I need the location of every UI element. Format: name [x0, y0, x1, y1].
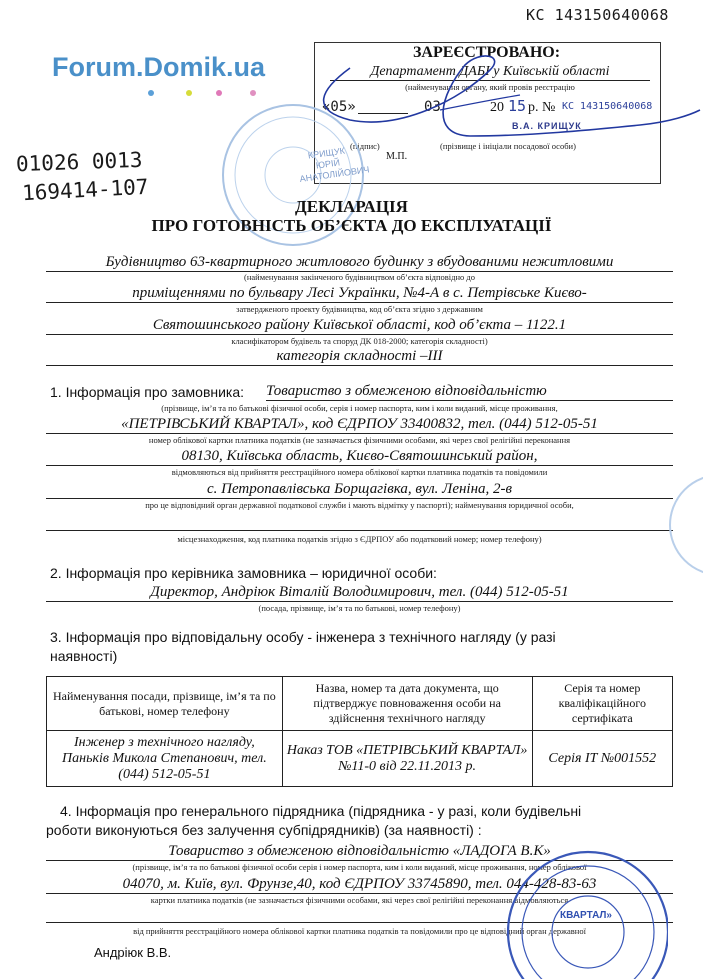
stamp-month: 03	[424, 99, 441, 115]
stamp-signature-caption: (підпис)	[350, 141, 380, 151]
section1-caption5: місцезнаходження, код платника податків згідно з ЄДРПОУ або податковий номер; номер телефону)	[177, 534, 542, 544]
partial-edge-stamp	[660, 470, 703, 580]
table-cell-engineer: Інженер з технічного нагляду, Паньків Микола Степанович, тел. (044) 512-05-51	[47, 731, 283, 787]
section1-caption3: відмовляються від прийняття реєстраційного номера облікової картки платника податків та повідомили	[171, 467, 548, 477]
table-cell-certificate: Серія ІТ №001552	[532, 731, 672, 787]
stamp-department: Департамент ДАБІ у Київській області	[330, 64, 650, 81]
object-name-line3: Святошинського району Київської області, код об’єкта – 1122.1	[46, 317, 673, 335]
stamp-mp: М.П.	[386, 151, 408, 162]
section2-label: 2. Інформація про керівника замовника – юридичної особи:	[50, 565, 437, 581]
watermark-brand: Forum.Domik.ua	[52, 52, 266, 82]
section3-label-line2: наявності)	[50, 648, 118, 664]
section4-label-line2: роботи виконуються без залучення субпідрядників) (за наявності) :	[46, 822, 482, 838]
watermark-dot-pink2	[250, 90, 256, 96]
watermark-dot-pink	[216, 90, 222, 96]
watermark-dot-blue	[148, 90, 154, 96]
handwritten-left-line2: 169414-107	[21, 174, 149, 206]
section1-blank-line	[46, 530, 673, 531]
stamp-year: 15	[508, 97, 527, 115]
section2-caption: (посада, прізвище, ім’я та по батькові, номер телефону)	[258, 603, 461, 613]
section4-caption2: картки платника податків (не зазначається фізичними особами, які через свої релігійні переконання відмовляються	[150, 895, 569, 905]
section4-value1: Товариство з обмеженою відповідальністю «ЛАДОГА В.К»	[46, 843, 673, 861]
stamp-year-prefix: 20	[490, 100, 504, 115]
section1-value1: Товариство з обмеженою відповідальністю	[266, 383, 673, 401]
stamp-number: КС 143150640068	[562, 101, 653, 112]
section1-value4: с. Петропавлівська Борщагівка, вул. Леніна, 2-в	[46, 481, 673, 499]
section2-value: Директор, Андріюк Віталій Володимирович, тел. (044) 512-05-51	[46, 584, 673, 602]
handwritten-registration-number: КС 143150640068	[526, 6, 669, 24]
section4-label-line1: 4. Інформація про генерального підрядника (підрядника - у разі, коли будівельні	[60, 803, 582, 819]
section4-value2: 04070, м. Київ, вул. Фрунзе,40, код ЄДРПОУ 33745890, тел. 044-428-83-63	[46, 876, 673, 894]
stamp-day: «05»	[322, 99, 356, 115]
section1-caption4: про це відповідний орган державної податкової служби і мають відмітку у паспорті); найменування юридичної особи,	[145, 500, 574, 510]
table-row	[47, 731, 673, 787]
table-header-row	[47, 677, 673, 731]
object-caption2: затвердженого проекту будівництва, код об’єкта згідно з державним	[236, 304, 483, 314]
section4-caption3: від прийняття реєстраційного номера облікової картки платника податків та повідомили про це відповідний орган державної	[133, 926, 586, 936]
handwritten-left-line1: 01026 0013	[15, 147, 143, 177]
section1-caption2: номер облікової картки платника податків (не зазначається фізичними особами, які через свої релігійні переконання	[148, 435, 571, 445]
table-cell-order: Наказ ТОВ «ПЕТРІВСЬКИЙ КВАРТАЛ» №11-0 від 22.11.2013 р.	[282, 731, 532, 787]
declaration-title-line1: ДЕКЛАРАЦІЯ	[295, 197, 408, 216]
object-caption3: класифікатором будівель та споруд ДК 018-2000; категорія складності)	[231, 336, 488, 346]
declaration-title-line2: ПРО ГОТОВНІСТЬ ОБ’ЄКТА ДО ЕКСПЛУАТАЦІЇ	[151, 216, 552, 235]
watermark-dot-yellow	[186, 90, 192, 96]
stamp-official-caption: (прізвище і ініціали посадової особи)	[440, 141, 576, 151]
signature-scribble	[290, 40, 703, 160]
table-header-cell: Серія та номер кваліфікаційного сертифіката	[532, 677, 672, 731]
object-category: категорія складності –ІІІ	[46, 348, 673, 366]
company-seal-text: КВАРТАЛ»	[560, 910, 612, 921]
footer-signature: Андріюк В.В.	[94, 945, 172, 960]
section1-caption1: (прізвище, ім’я та по батькові фізичної особи, серія і номер паспорта, ким і коли виданий, місце проживання,	[161, 403, 558, 413]
supervision-table	[46, 676, 673, 787]
section1-value3: 08130, Київська область, Києво-Святошинський район,	[46, 448, 673, 466]
stamp-department-caption: (найменування органу, який провів реєстрацію	[405, 82, 575, 92]
round-stamp-text: КРИЩУК ЮРІЙ АНАТОЛІЙОВИЧ	[299, 145, 370, 185]
section3-label-line1: 3. Інформація про відповідальну особу - інженера з технічного нагляду (у разі	[50, 629, 556, 645]
watermark	[52, 52, 265, 83]
object-caption1: (найменування закінченого будівництвом об’єкта відповідно до	[244, 272, 475, 282]
object-name-line2: приміщеннями по бульвару Лесі Українки, №4-А в с. Петрівське Києво-	[46, 285, 673, 303]
table-header-cell: Найменування посади, прізвище, ім’я та по батькові, номер телефону	[47, 677, 283, 731]
table-header-cell: Назва, номер та дата документа, що підтверджує повноваження особи на здійснення технічного нагляду	[282, 677, 532, 731]
stamp-title: ЗАРЕЄСТРОВАНО:	[412, 44, 561, 61]
stamp-official-name: В.А. КРИЩУК	[512, 121, 582, 131]
section1-label: 1. Інформація про замовника:	[50, 384, 245, 400]
object-name-line1: Будівництво 63-квартирного житлового будинку з вбудованими нежитловими	[46, 254, 673, 272]
section4-caption1: (прізвище, ім’я та по батькові фізичної особи серія і номер паспорта, ким і коли виданий, місце проживання, номер облікової	[132, 862, 587, 872]
stamp-year-suffix: р. №	[528, 100, 556, 115]
section1-value2: «ПЕТРІВСЬКИЙ КВАРТАЛ», код ЄДРПОУ 33400832, тел. (044) 512-05-51	[46, 416, 673, 434]
